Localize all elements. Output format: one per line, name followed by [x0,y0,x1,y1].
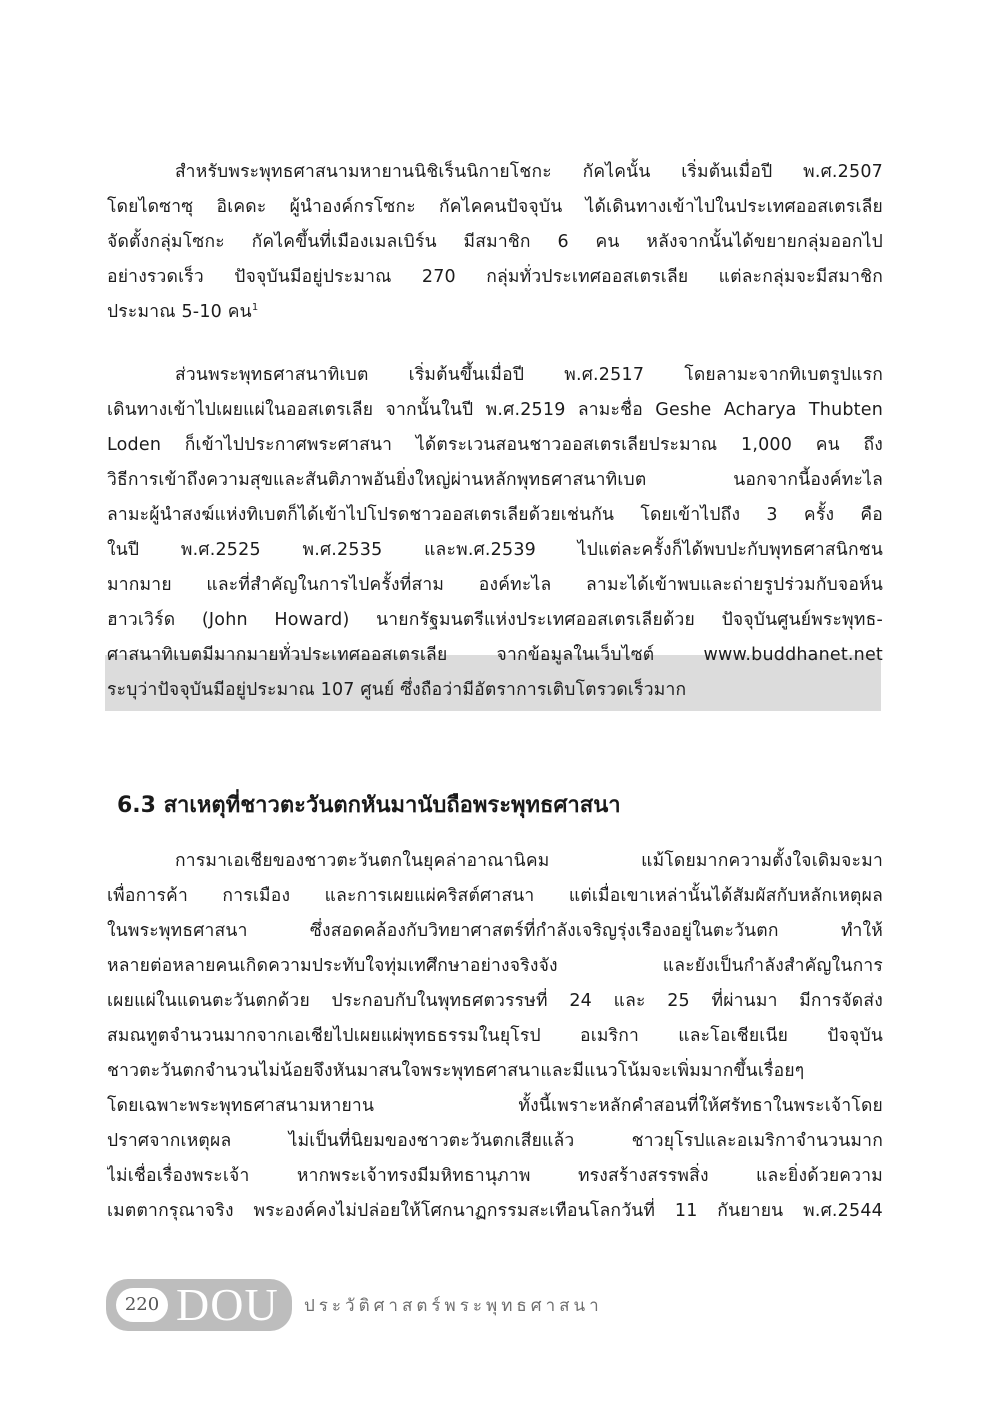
text-line: ปราศจากเหตุผล ไม่เป็นที่นิยมของชาวตะวันตกเสียแล้ว ชาวยุโรปและอเมริกาจำนวนมาก [107,1131,883,1151]
text-line: ในปี พ.ศ.2525 พ.ศ.2535 และพ.ศ.2539 ไปแต่ละครั้งก็ได้พบปะกับพุทธศาสนิกชน [107,540,883,560]
section-heading: 6.3 สาเหตุที่ชาวตะวันตกหันมานับถือพระพุทธศาสนา [117,793,621,818]
text-line: เดินทางเข้าไปเผยแผ่ในออสเตรเลีย จากนั้นในปี พ.ศ.2519 ลามะชื่อ Geshe Acharya Thubten [107,400,883,420]
text-line: อย่างรวดเร็ว ปัจจุบันมีอยู่ประมาณ 270 กลุ่มทั่วประเทศออสเตรเลีย แต่ละกลุ่มจะมีสมาชิก [107,267,883,287]
text-line: Loden ก็เข้าไปประกาศพระศาสนา ได้ตระเวนสอนชาวออสเตรเลียประมาณ 1,000 คน ถึง [107,435,883,455]
text-line: โดยเฉพาะพระพุทธศาสนามหายาน ทั้งนี้เพราะหลักคำสอนที่ให้ศรัทธาในพระเจ้าโดย [107,1096,883,1116]
text-line-content: ประมาณ 5-10 คน [107,302,252,322]
text-line: ส่วนพระพุทธศาสนาทิเบต เริ่มต้นขึ้นเมื่อปี พ.ศ.2517 โดยลามะจากทิเบตรูปแรก [175,365,883,385]
text-line: วิธีการเข้าถึงความสุขและสันติภาพอันยิ่งใหญ่ผ่านหลักพุทธศาสนาทิเบต นอกจากนี้องค์ทะไล [107,470,883,490]
text-line: ในพระพุทธศาสนา ซึ่งสอดคล้องกับวิทยาศาสตร์ที่กำลังเจริญรุ่งเรืองอยู่ในตะวันตก ทำให้ [107,921,883,941]
text-line: หลายต่อหลายคนเกิดความประทับใจทุ่มเทศึกษาอย่างจริงจัง และยังเป็นกำลังสำคัญในการ [107,956,883,976]
text-line: ฮาวเวิร์ด (John Howard) นายกรัฐมนตรีแห่งประเทศออสเตรเลียด้วย ปัจจุบันศูนย์พระพุทธ- [107,610,883,630]
text-line: เผยแผ่ในแดนตะวันตกด้วย ประกอบกับในพุทธศตวรรษที่ 24 และ 25 ที่ผ่านมา มีการจัดส่ง [107,991,883,1011]
text-line: จัดตั้งกลุ่มโซกะ กัคไคขึ้นที่เมืองเมลเบิร์น มีสมาชิก 6 คน หลังจากนั้นได้ขยายกลุ่มออกไป [107,232,883,252]
text-line: มากมาย และที่สำคัญในการไปครั้งที่สาม องค์ทะไล ลามะได้เข้าพบและถ่ายรูปร่วมกับจอห์น [107,575,883,595]
text-line: สมณทูตจำนวนมากจากเอเชียไปเผยแผ่พุทธธรรมในยุโรป อเมริกา และโอเชียเนีย ปัจจุบัน [107,1026,883,1046]
text-line: การมาเอเชียของชาวตะวันตกในยุคล่าอาณานิคม แม้โดยมากความตั้งใจเดิมจะมา [175,851,883,871]
paragraph-western-reasons [107,844,883,1229]
book-title: ประวัติศาสตร์พระพุทธศาสนา [304,1296,603,1316]
text-line: สำหรับพระพุทธศาสนามหายานนิชิเร็นนิกายโชกะ กัคไคนั้น เริ่มต้นเมื่อปี พ.ศ.2507 [175,162,883,182]
text-line: เมตตากรุณาจริง พระองค์คงไม่ปล่อยให้โศกนาฏกรรมสะเทือนโลกวันที่ 11 กันยายน พ.ศ.2544 [107,1201,883,1221]
footnote-mark: 1 [251,302,259,314]
text-line: ไม่เชื่อเรื่องพระเจ้า หากพระเจ้าทรงมีมหิทธานุภาพ ทรงสร้างสรรพสิ่ง และยิ่งด้วยความ [107,1166,883,1186]
brand-logo-text: DOU [176,1279,279,1330]
text-line: เพื่อการค้า การเมือง และการเผยแผ่คริสต์ศาสนา แต่เมื่อเขาเหล่านั้นได้สัมผัสกับหลักเหตุผล [107,886,883,906]
paragraph-tibetan-buddhism [107,358,883,708]
footer-badge [106,1279,292,1331]
text-line: โดยไดซาซุ อิเคดะ ผู้นำองค์กรโซกะ กัคไคคนปัจจุบัน ได้เดินทางเข้าไปในประเทศออสเตรเลีย [107,197,883,217]
text-line-last [107,295,883,330]
paragraph-soka-gakkai [107,155,883,330]
text-line: ศาสนาทิเบตมีมากมายทั่วประเทศออสเตรเลีย จากข้อมูลในเว็บไซต์ www.buddhanet.net [107,645,883,665]
text-line: ชาวตะวันตกจำนวนไม่น้อยจึงหันมาสนใจพระพุทธศาสนาและมีแนวโน้มจะเพิ่มมากขึ้นเรื่อยๆ [107,1061,805,1081]
page-number: 220 [116,1288,168,1322]
text-line: ลามะผู้นำสงฆ์แห่งทิเบตก็ได้เข้าไปโปรดชาวออสเตรเลียด้วยเช่นกัน โดยเข้าไปถึง 3 ครั้ง คือ [107,505,883,525]
text-line: ระบุว่าปัจจุบันมีอยู่ประมาณ 107 ศูนย์ ซึ่งถือว่ามีอัตราการเติบโตรวดเร็วมาก [107,680,687,700]
